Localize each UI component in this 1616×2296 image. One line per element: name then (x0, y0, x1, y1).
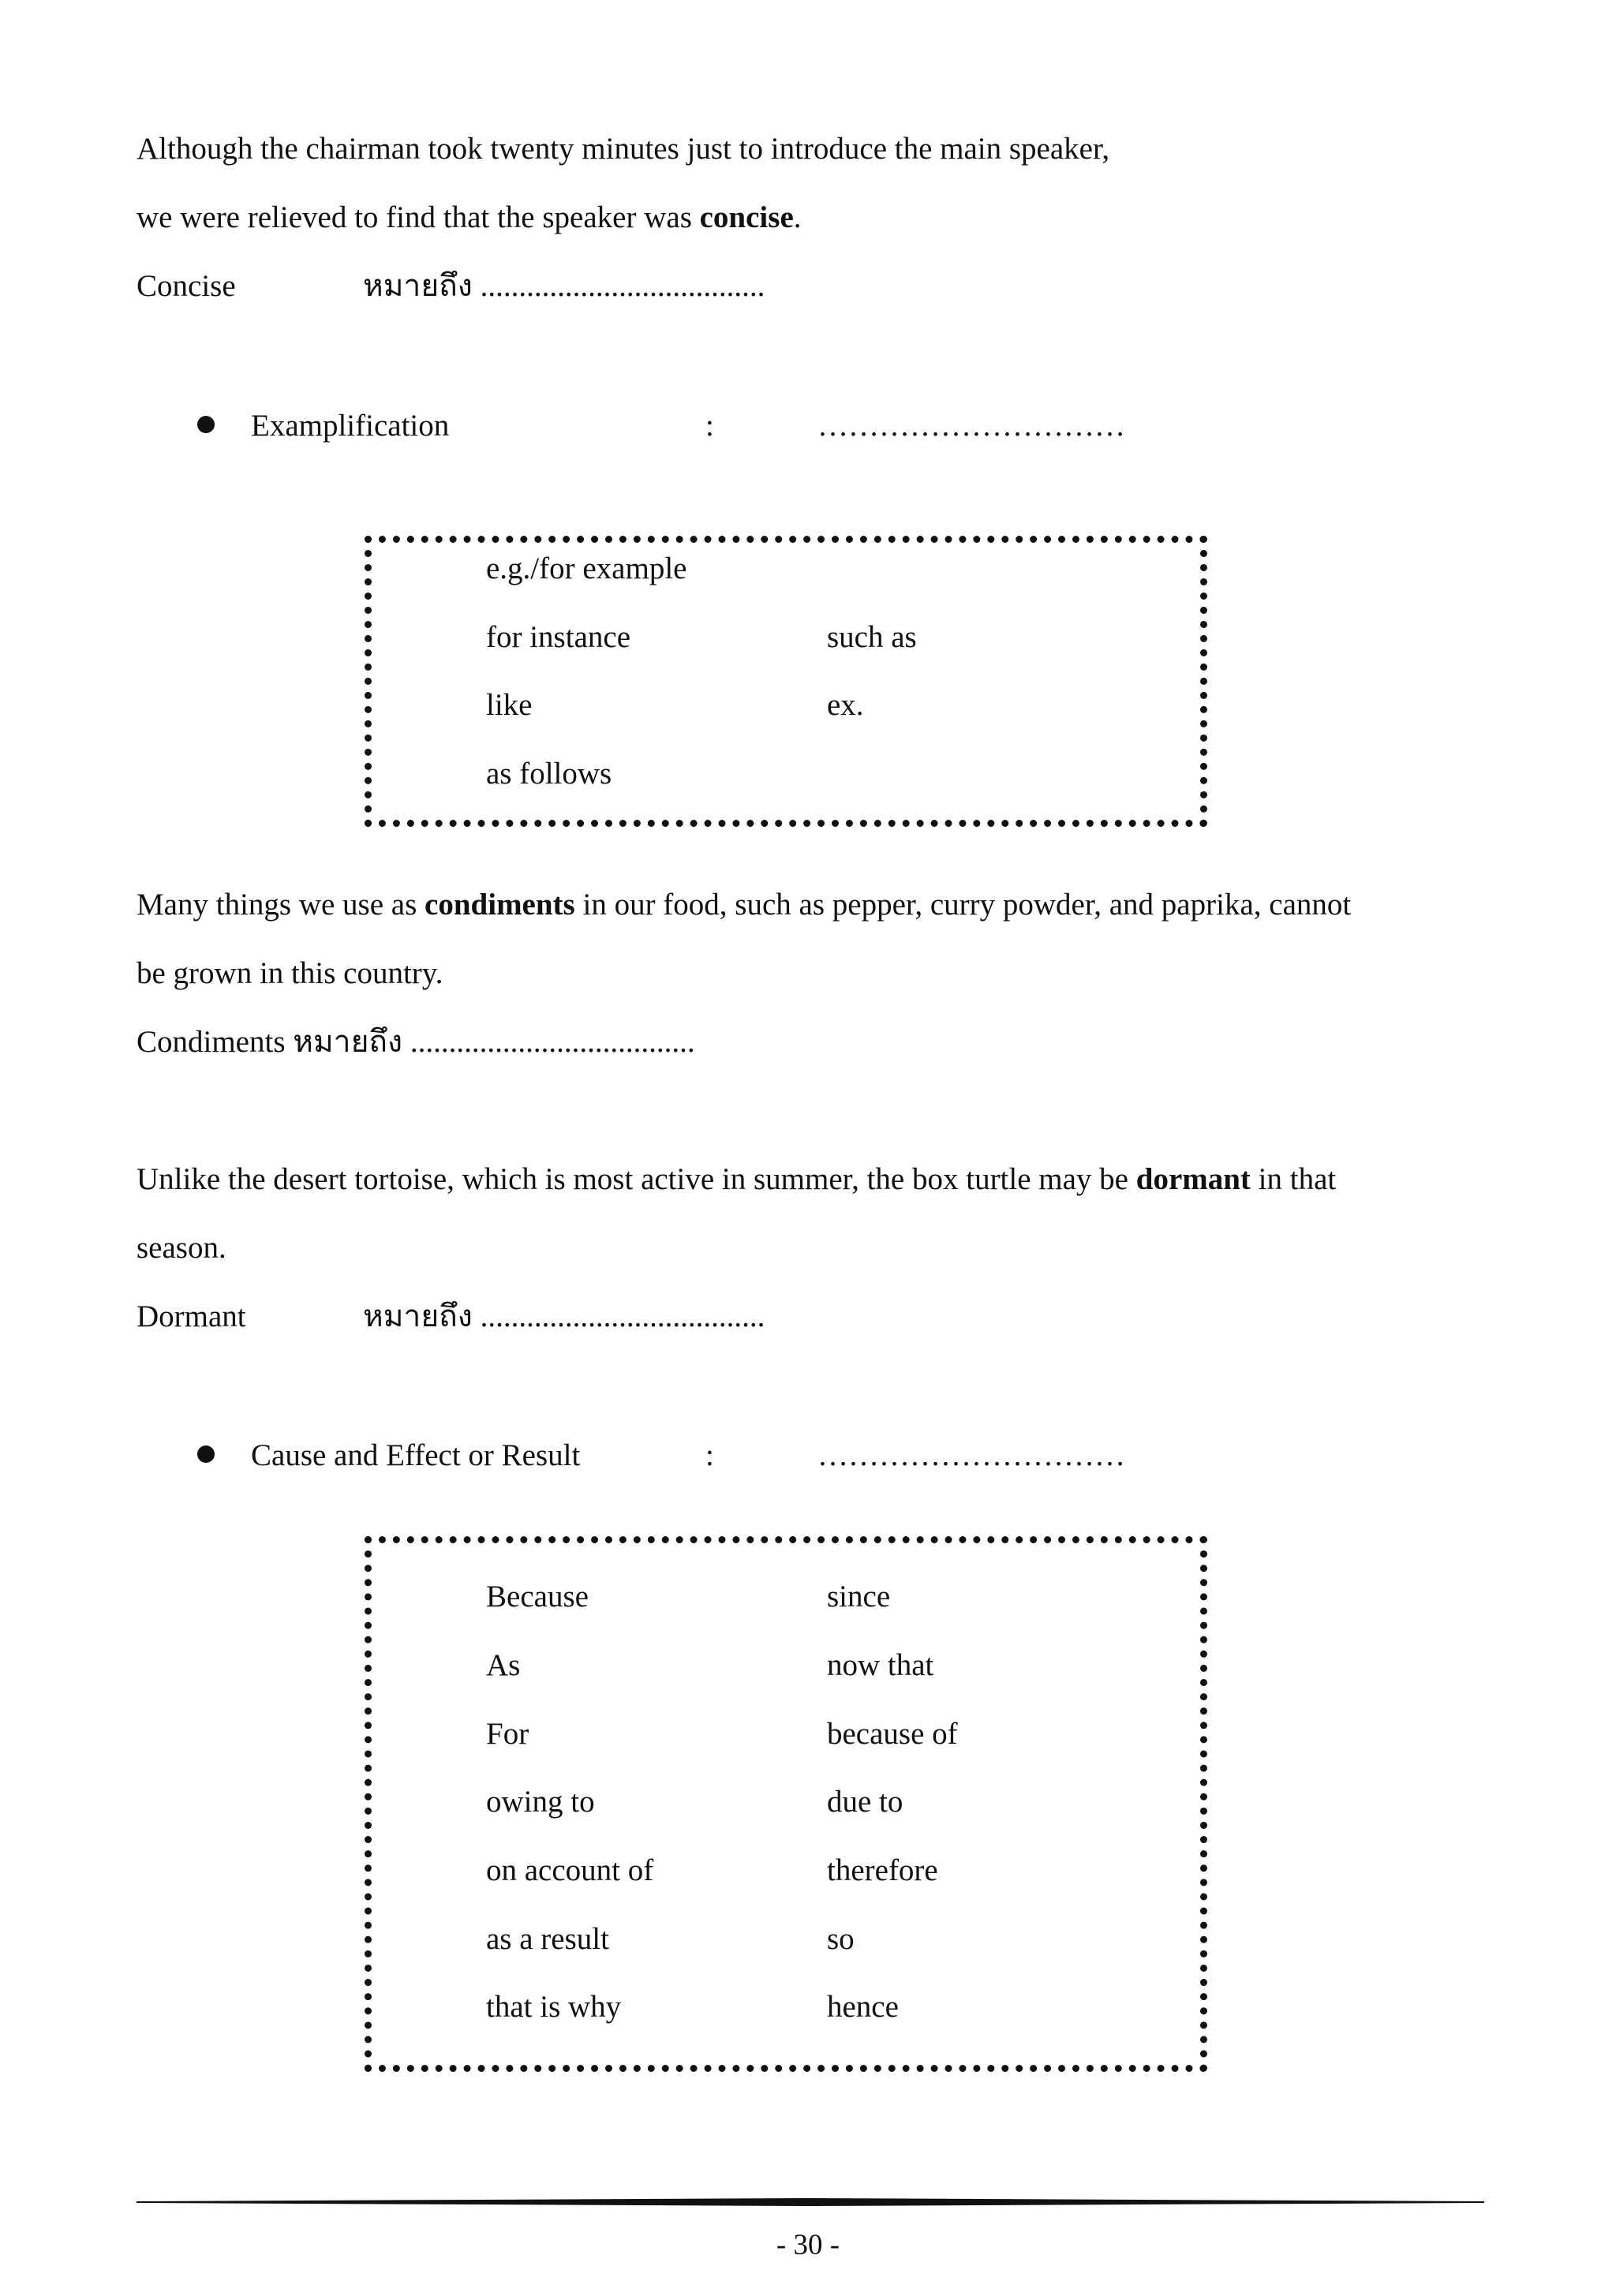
signal-word: because of (827, 1717, 958, 1751)
meaning-blank: หมายถึง ..................................... (363, 269, 765, 303)
bold-term-condiments: condiments (425, 888, 575, 922)
signal-word: now that (827, 1648, 934, 1682)
definition-concise (137, 267, 765, 306)
signal-word: ex. (827, 688, 864, 722)
heading-colon: : (705, 1438, 714, 1472)
meaning-blank: หมายถึง ..................................... (363, 1299, 765, 1333)
signal-word: Because (486, 1580, 589, 1614)
footer-divider (137, 2198, 1484, 2206)
definition-condiments: Condiments หมายถึง ..................................... (137, 1025, 695, 1059)
heading-blank: ………………………… (817, 1438, 1125, 1472)
signal-words-box-cause-effect (365, 1536, 1207, 2072)
signal-word: such as (827, 620, 917, 654)
signal-word: so (827, 1922, 855, 1956)
signal-word: since (827, 1580, 891, 1614)
bullet-icon (197, 416, 215, 433)
signal-word: As (486, 1648, 521, 1682)
sentence-concise-line-2: we were relieved to find that the speaker was concise. (137, 200, 802, 234)
sentence-condiments-line-1: Many things we use as condiments in our food, such as pepper, curry powder, and paprika, cannot (137, 888, 1352, 922)
signal-words-box-examplification (365, 536, 1207, 827)
sentence-condiments-line-2: be grown in this country. (137, 956, 443, 990)
signal-word: e.g./for example (486, 552, 687, 585)
heading-colon: : (705, 409, 714, 443)
signal-word: owing to (486, 1785, 595, 1819)
heading-blank: ………………………… (817, 409, 1125, 443)
page-number: - 30 - (776, 2229, 840, 2261)
sentence-dormant-line-1: Unlike the desert tortoise, which is most active in summer, the box turtle may be dormant in that (137, 1162, 1337, 1196)
term-label: Dormant (137, 1299, 246, 1333)
heading-cause-effect: Cause and Effect or Result (251, 1438, 581, 1472)
signal-word: as a result (486, 1922, 609, 1956)
signal-word: as follows (486, 757, 612, 791)
bullet-icon (197, 1445, 215, 1463)
signal-word: hence (827, 1990, 899, 2024)
bold-term-dormant: dormant (1135, 1162, 1251, 1196)
signal-word: For (486, 1717, 529, 1751)
definition-dormant (137, 1297, 765, 1337)
term-label: Concise (137, 269, 236, 303)
bold-term-concise: concise (699, 200, 794, 234)
heading-examplification: Examplification (251, 409, 450, 443)
signal-word: for instance (486, 620, 631, 654)
signal-word: that is why (486, 1990, 622, 2024)
signal-word: on account of (486, 1853, 654, 1887)
signal-word: therefore (827, 1853, 938, 1887)
sentence-dormant-line-2: season. (137, 1231, 226, 1265)
sentence-concise-line-1: Although the chairman took twenty minutes just to introduce the main speaker, (137, 132, 1110, 166)
signal-word: due to (827, 1785, 903, 1819)
signal-word: like (486, 688, 533, 722)
